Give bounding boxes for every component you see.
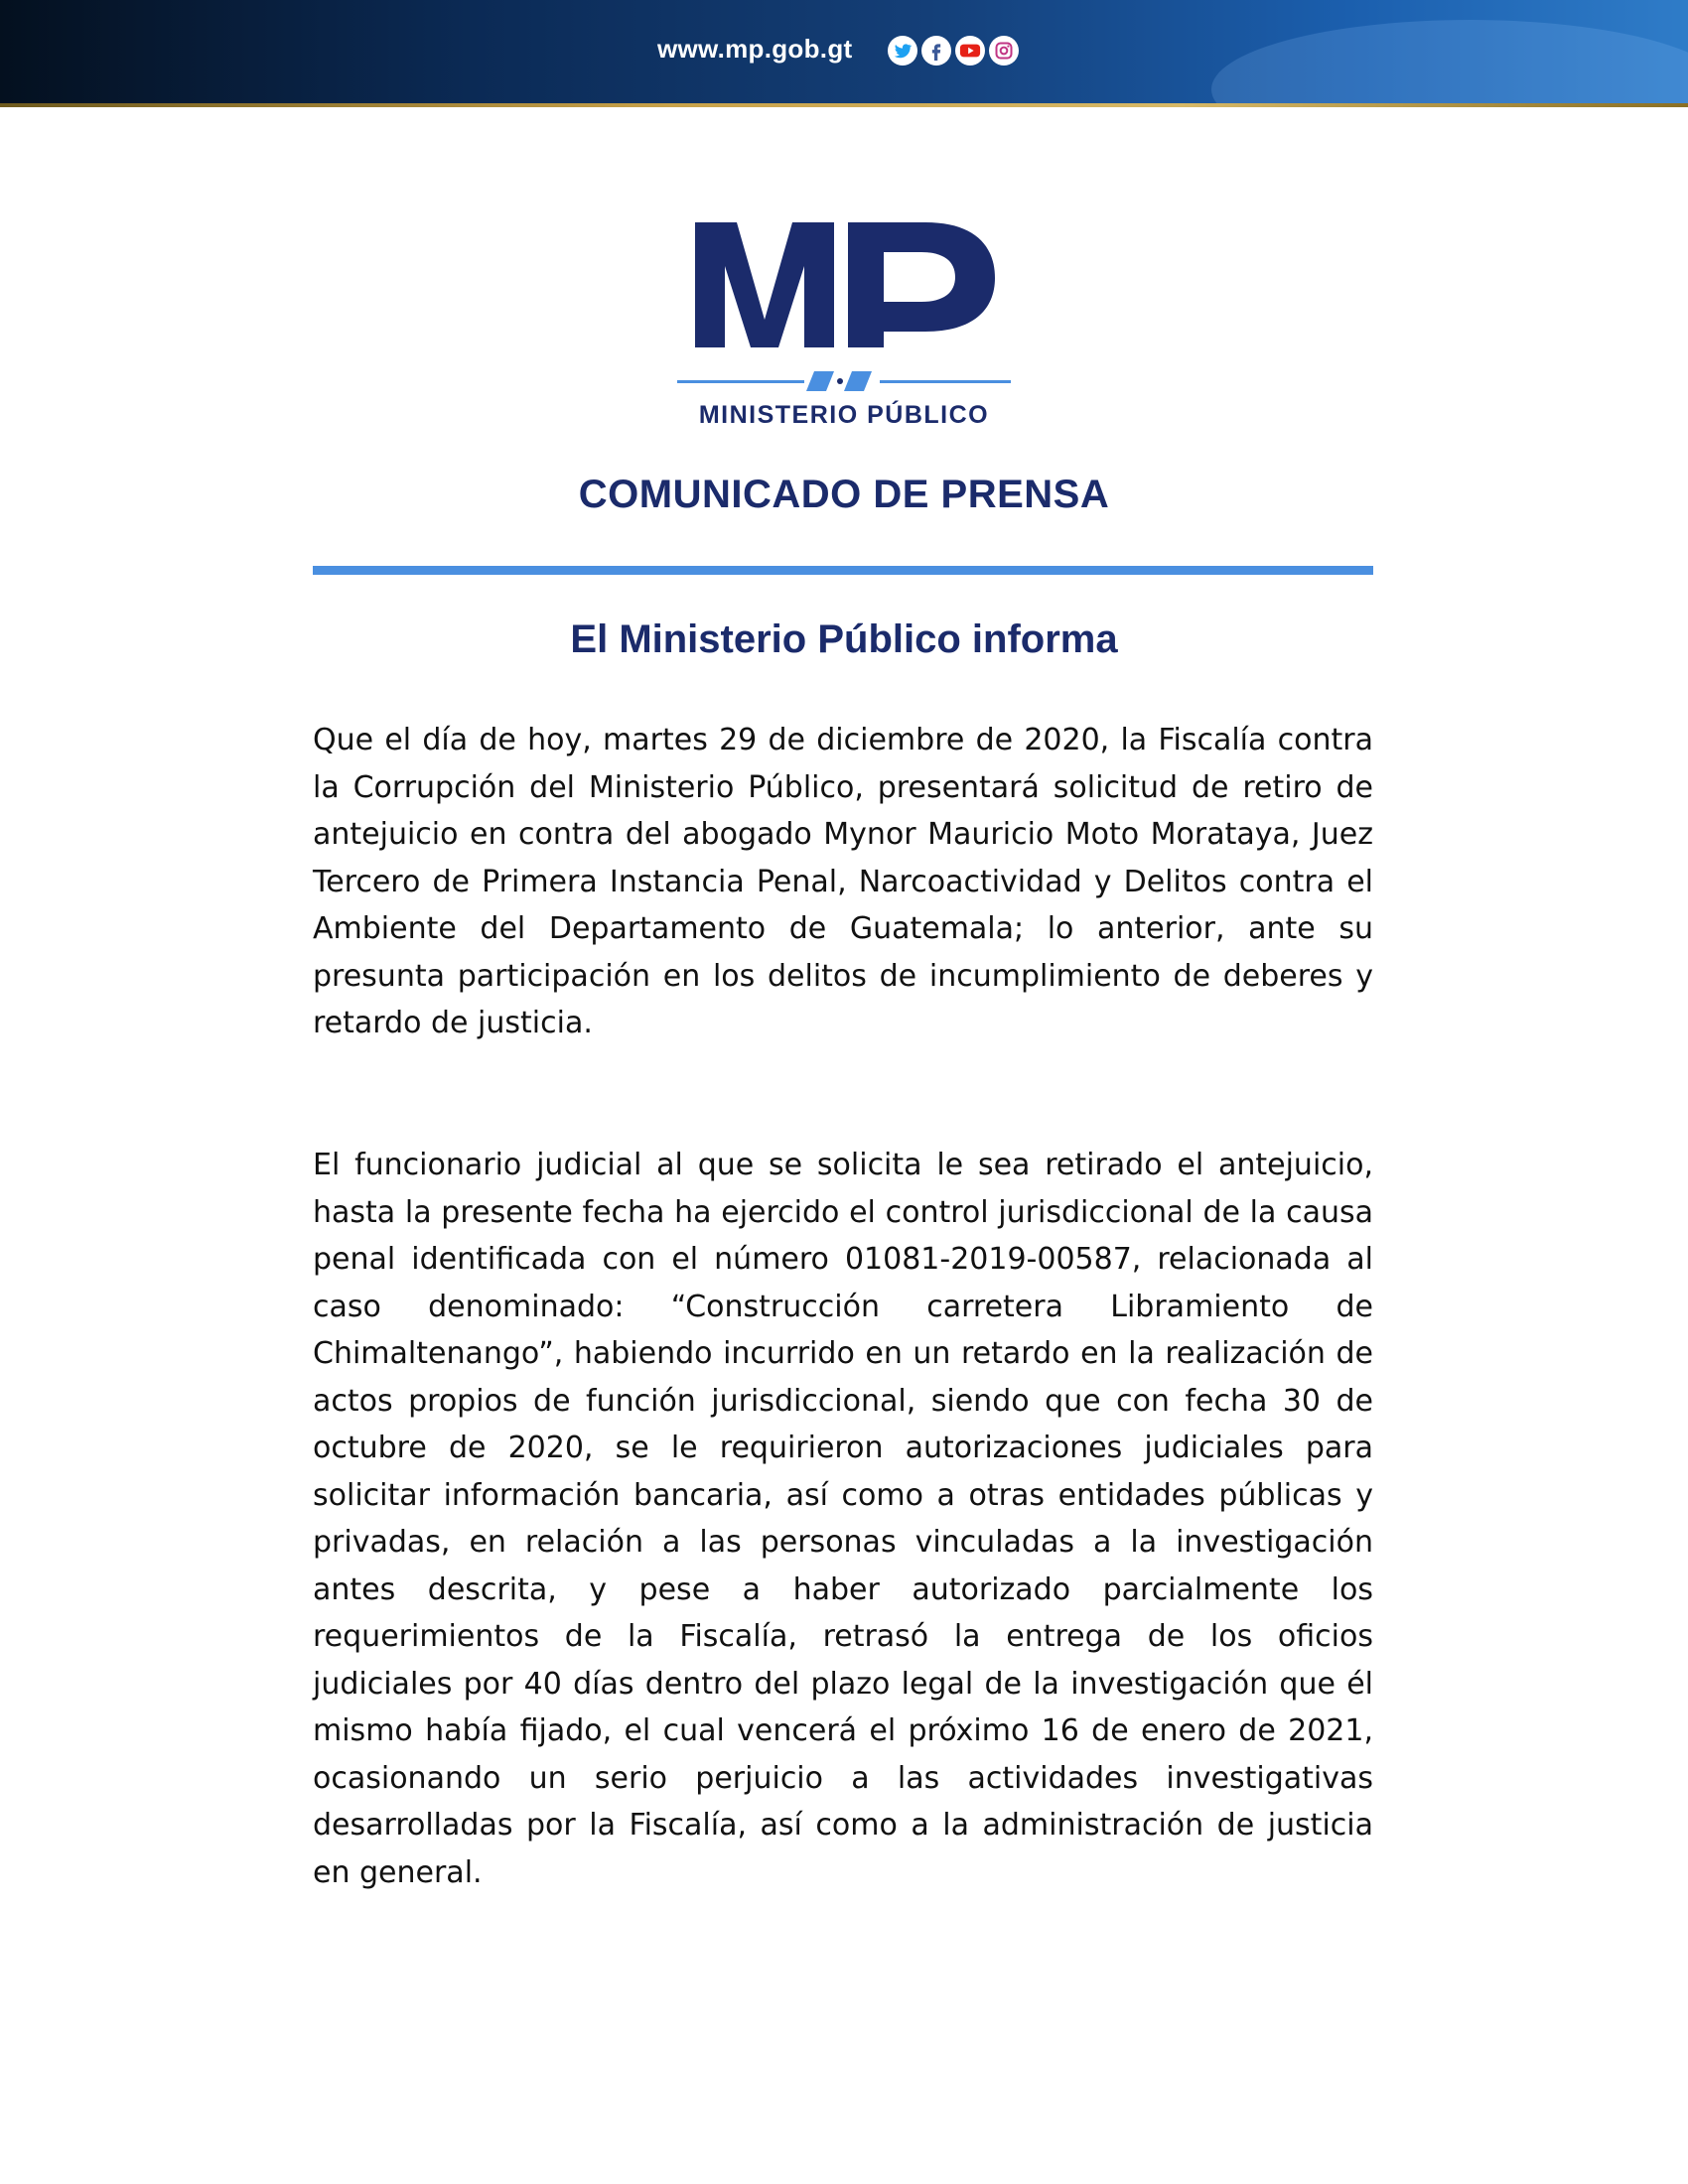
banner-wave-decoration	[1211, 20, 1688, 103]
facebook-icon[interactable]	[921, 36, 951, 66]
logo-name: MINISTERIO PÚBLICO	[698, 401, 990, 429]
twitter-icon[interactable]	[888, 36, 917, 66]
website-link[interactable]: www.mp.gob.gt	[657, 34, 853, 64]
header-gold-line	[0, 103, 1688, 107]
header-banner	[0, 0, 1688, 103]
body-paragraph-2: El funcionario judicial al que se solicita le sea retirado el antejuicio, hasta la presente fecha ha ejercido el control jurisdiccional de la causa penal identificada con el número 01081-2019-00587, relacionada al caso denominado: “Construcción carretera Libramiento de Chimaltenango”, habiendo incurrido en un retardo en la realización de actos propios de función jurisdiccional, siendo que con fecha 30 de octubre de 2020, se le requirieron autorizaciones judiciales para solicitar información bancaria, así como a otras entidades públicas y privadas, en relación a las personas vinculadas a la investigación antes descrita, y pese a haber autorizado parcialmente los requerimientos de la Fiscalía, retrasó la entrega de los oficios judiciales por 40 días dentro del plazo legal de la investigación que él mismo había fijado, el cual vencerá el próximo 16 de enero de 2021, ocasionando un serio perjuicio a las actividades investigativas desarrolladas por la Fiscalía, así como a la administración de justicia en general.	[313, 1148, 1373, 1890]
press-release-subtitle: El Ministerio Público informa	[570, 617, 1118, 661]
ministerio-publico-logo	[675, 208, 1013, 432]
instagram-icon[interactable]	[989, 36, 1019, 66]
youtube-icon[interactable]	[955, 36, 985, 66]
press-release-title: COMUNICADO DE PRENSA	[578, 473, 1110, 516]
body-paragraph-1: Que el día de hoy, martes 29 de diciembre de 2020, la Fiscalía contra la Corrupción del Ministerio Público, presentará solicitud de retiro de antejuicio en contra del abogado Mynor Mauricio Moto Morataya, Juez Tercero de Primera Instancia Penal, Narcoactividad y Delitos contra el Ambiente del Departamento de Guatemala; lo anterior, ante su presunta participación en los delitos de incumplimiento de deberes y retardo de justicia.	[313, 723, 1373, 1040]
title-divider	[313, 566, 1373, 575]
